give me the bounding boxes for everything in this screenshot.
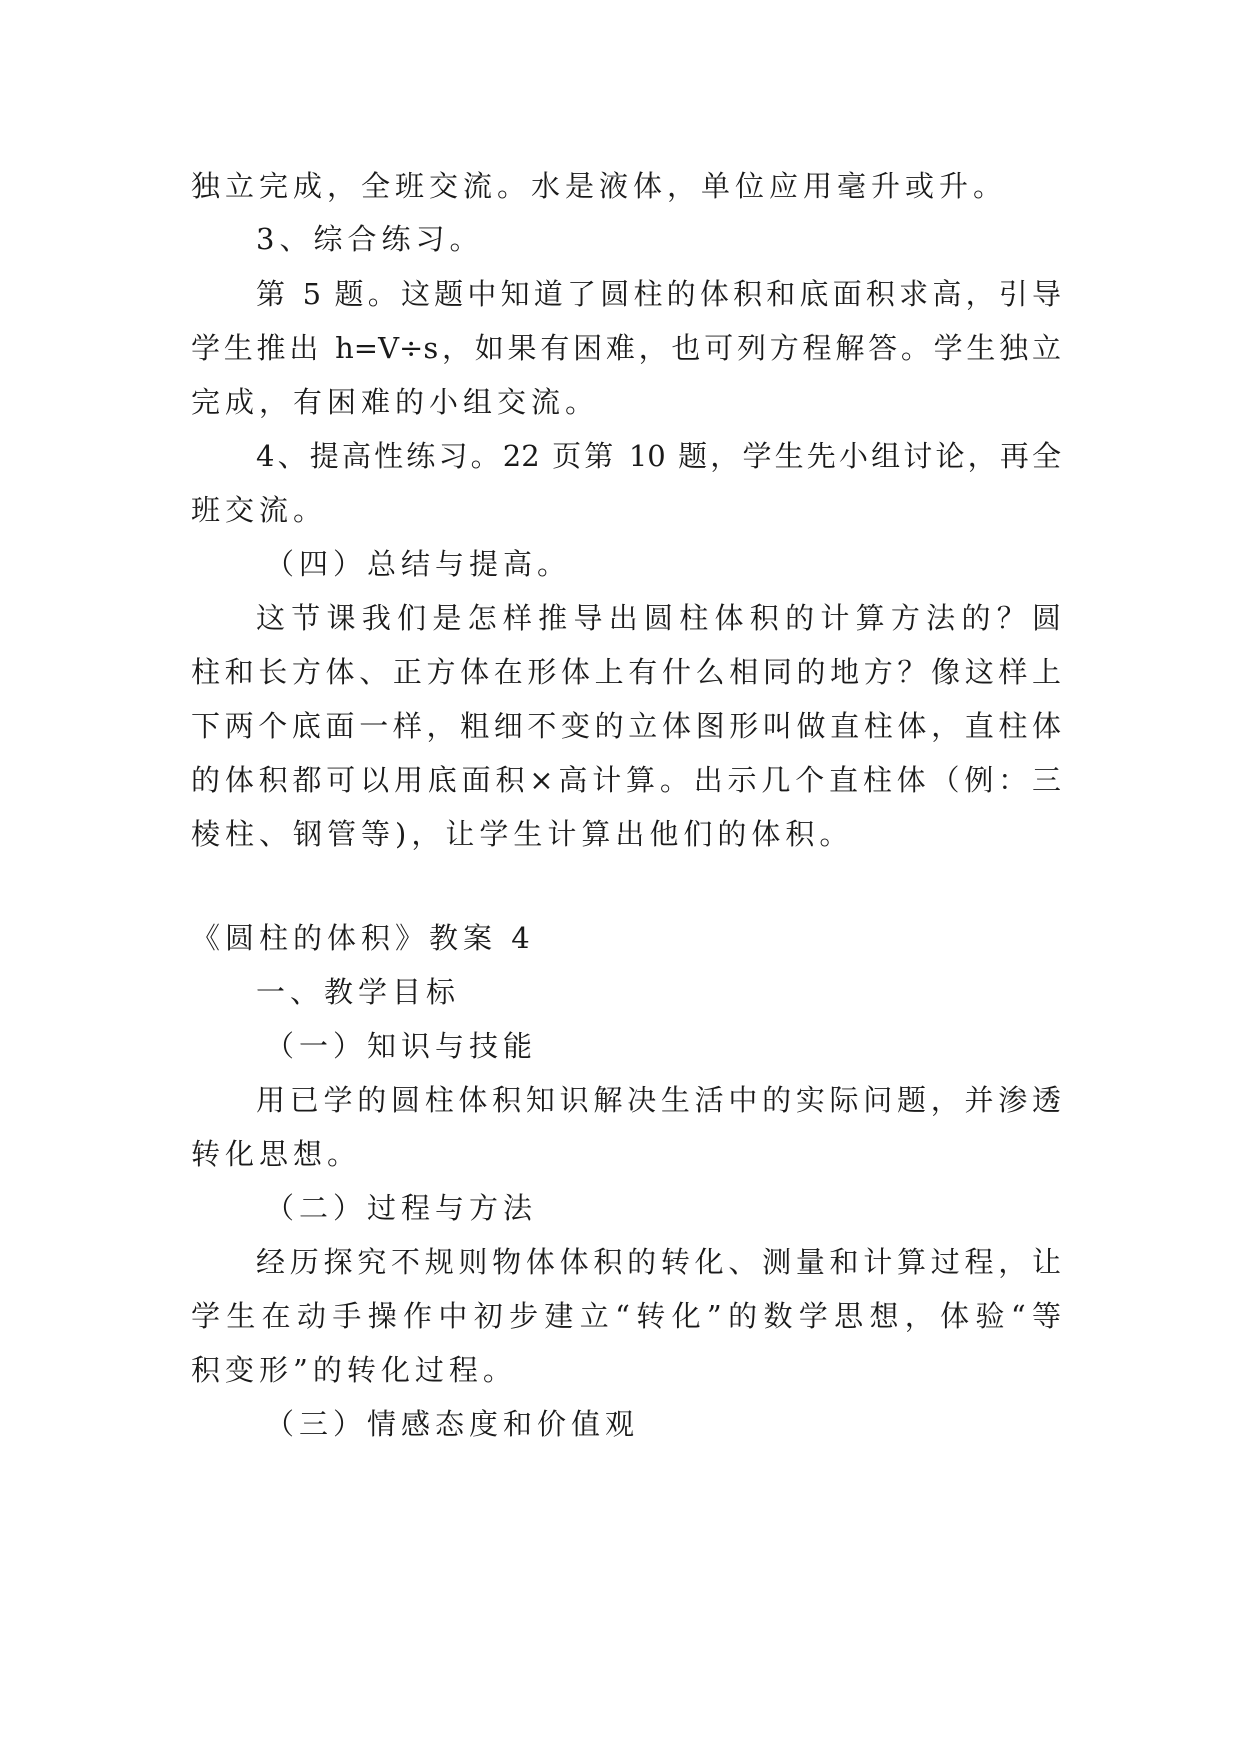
text-line-12: 的体积都可以用底面积×高计算。出示几个直柱体（例：三: [191, 763, 1061, 797]
text-line-3: 第 5 题。这题中知道了圆柱的体积和底面积求高，引导: [256, 277, 1061, 311]
section-heading-4: （四）总结与提高。: [265, 547, 572, 581]
text-line-17: 用已学的圆柱体积知识解决生活中的实际问题，并渗透: [256, 1083, 1061, 1117]
text-line-5: 完成，有困难的小组交流。: [191, 385, 600, 419]
text-line-11: 下两个底面一样，粗细不变的立体图形叫做直柱体，直柱体: [191, 709, 1061, 743]
text-line-21: 学生在动手操作中初步建立“转化”的数学思想，体验“等: [191, 1299, 1061, 1333]
text-line-13: 棱柱、钢管等)，让学生计算出他们的体积。: [191, 817, 854, 851]
text-line-22: 积变形”的转化过程。: [191, 1353, 517, 1387]
subheading-knowledge-skills: （一）知识与技能: [265, 1029, 538, 1063]
lesson-title: 《圆柱的体积》教案 4: [191, 921, 535, 955]
text-line-18: 转化思想。: [191, 1137, 362, 1171]
text-line-4: 学生推出 h=V÷s，如果有困难，也可列方程解答。学生独立: [191, 331, 1061, 365]
text-line-20: 经历探究不规则物体体积的转化、测量和计算过程，让: [256, 1245, 1061, 1279]
text-line-10: 柱和长方体、正方体在形体上有什么相同的地方？像这样上: [191, 655, 1061, 689]
subheading-attitudes-values: （三）情感态度和价值观: [265, 1407, 640, 1441]
subheading-process-methods: （二）过程与方法: [265, 1191, 538, 1225]
text-line-6: 4、提高性练习。22 页第 10 题，学生先小组讨论，再全: [256, 439, 1061, 473]
text-line-7: 班交流。: [191, 493, 328, 527]
text-line-2: 3、综合练习。: [256, 222, 484, 256]
heading-teaching-goals: 一、教学目标: [256, 975, 461, 1009]
text-line-9: 这节课我们是怎样推导出圆柱体积的计算方法的？圆: [256, 601, 1061, 635]
text-line-1: 独立完成，全班交流。水是液体，单位应用毫升或升。: [191, 169, 1008, 203]
